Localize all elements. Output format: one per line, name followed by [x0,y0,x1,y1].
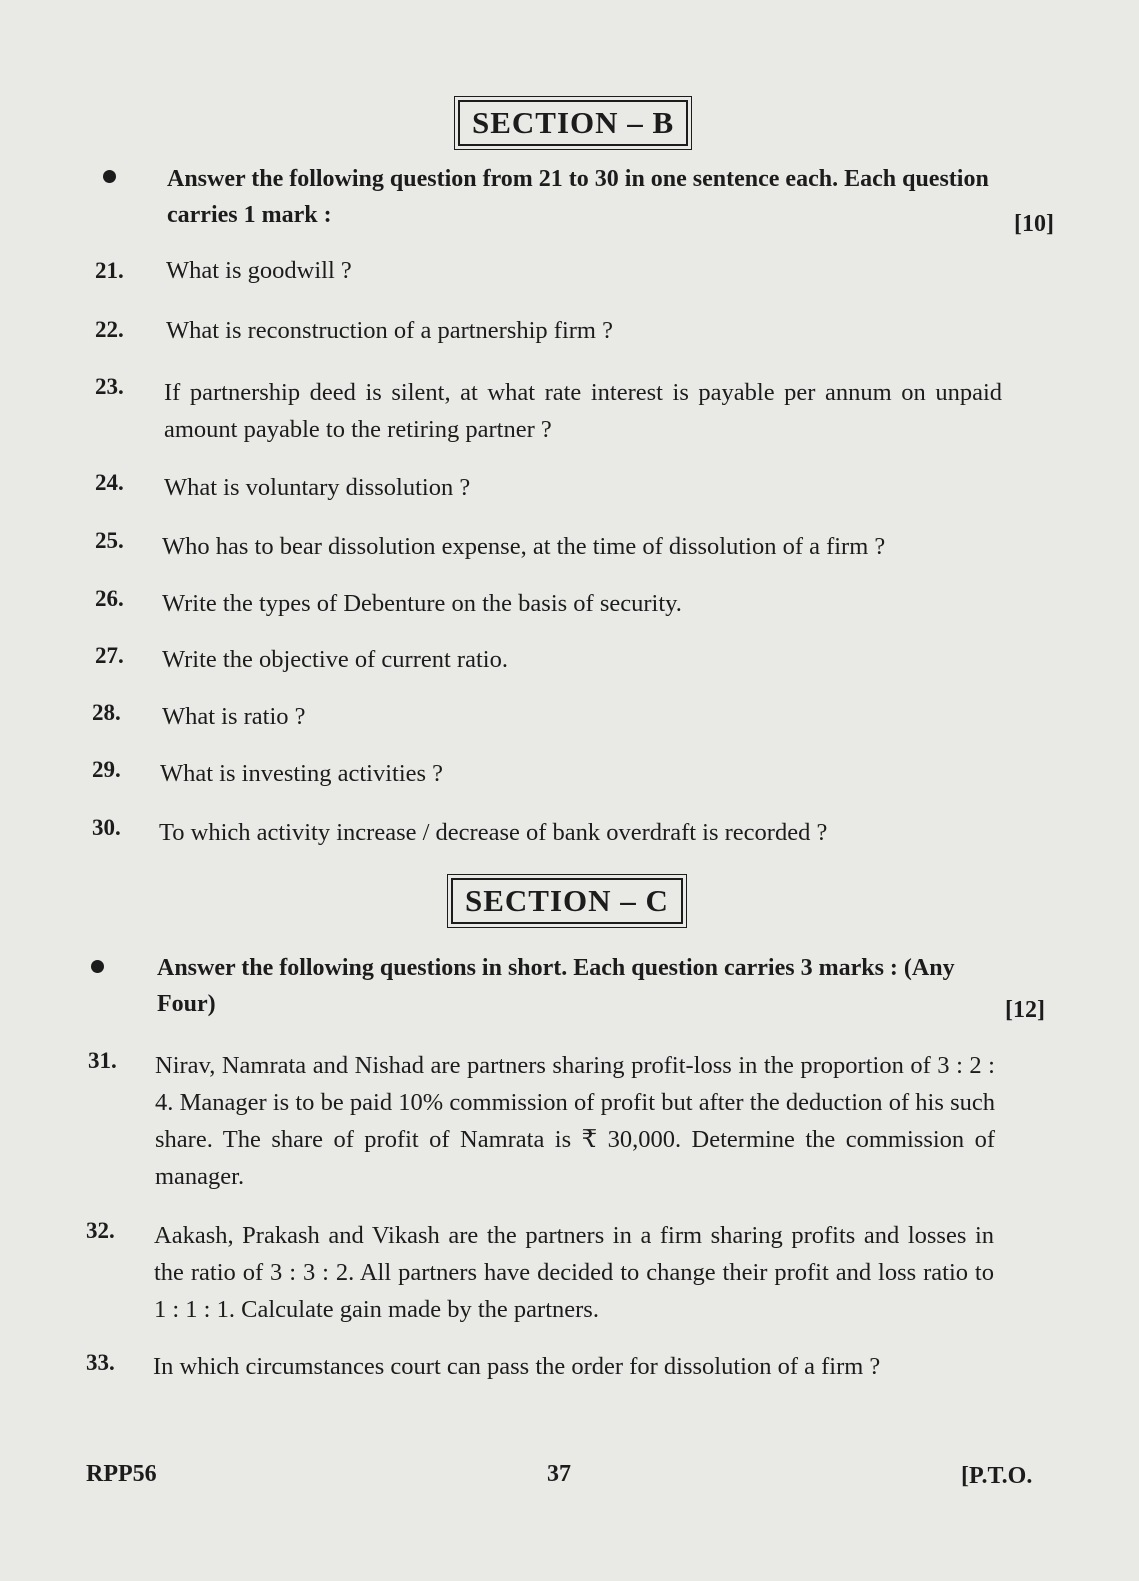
question-number: 24. [95,470,124,495]
question-number: 28. [92,700,121,725]
section-b-heading: SECTION – B [458,100,688,146]
question-text: What is reconstruction of a partnership firm ? [166,317,613,344]
question-text: Aakash, Prakash and Vikash are the partners in a firm sharing profits and losses in the ratio of 3 : 3 : 2. All partners have decided to change their profit and loss ratio to 1 : 1 : 1. Calculate gain made by the partners. [154,1222,994,1323]
page-number: 37 [547,1461,571,1487]
question-number: 32. [86,1218,115,1243]
section-c-instruction: Answer the following questions in short. Each question carries 3 marks : (Any Four) [157,955,955,1017]
question-text: What is voluntary dissolution ? [164,474,471,501]
section-c-heading: SECTION – C [451,878,683,924]
paper-code: RPP56 [86,1461,157,1487]
question-number: 30. [92,815,121,840]
question-number: 27. [95,643,124,668]
question-number: 23. [95,374,124,399]
question-number: 33. [86,1350,115,1375]
question-number: 25. [95,528,124,553]
question-number: 21. [95,258,124,283]
question-text: Nirav, Namrata and Nishad are partners sharing profit-loss in the proportion of 3 : 2 : 4. Manager is to be paid 10% commission of profit but after the deduction of his such share. The share of profit of Namrata is ₹ 30,000. Determine the commission of manager. [155,1052,995,1190]
pto-marker: [P.T.O. [961,1463,1033,1489]
question-text: Who has to bear dissolution expense, at the time of dissolution of a firm ? [162,533,886,560]
bullet-icon [103,170,116,183]
bullet-icon [91,960,104,973]
section-b-instruction: Answer the following question from 21 to 30 in one sentence each. Each question carries 1 mark : [167,166,989,228]
question-text: To which activity increase / decrease of bank overdraft is recorded ? [159,819,828,846]
section-c-marks: [12] [1005,997,1045,1023]
question-number: 22. [95,317,124,342]
question-text: In which circumstances court can pass the order for dissolution of a firm ? [153,1353,881,1380]
question-number: 31. [88,1048,117,1073]
question-text: If partnership deed is silent, at what rate interest is payable per annum on unpaid amount payable to the retiring partner ? [164,379,1002,443]
question-text: Write the objective of current ratio. [162,646,508,673]
question-text: What is ratio ? [162,703,306,730]
question-text: Write the types of Debenture on the basis of security. [162,590,682,617]
question-text: What is goodwill ? [166,257,352,284]
question-text: What is investing activities ? [160,760,444,787]
section-b-marks: [10] [1014,211,1054,237]
question-number: 26. [95,586,124,611]
question-number: 29. [92,757,121,782]
